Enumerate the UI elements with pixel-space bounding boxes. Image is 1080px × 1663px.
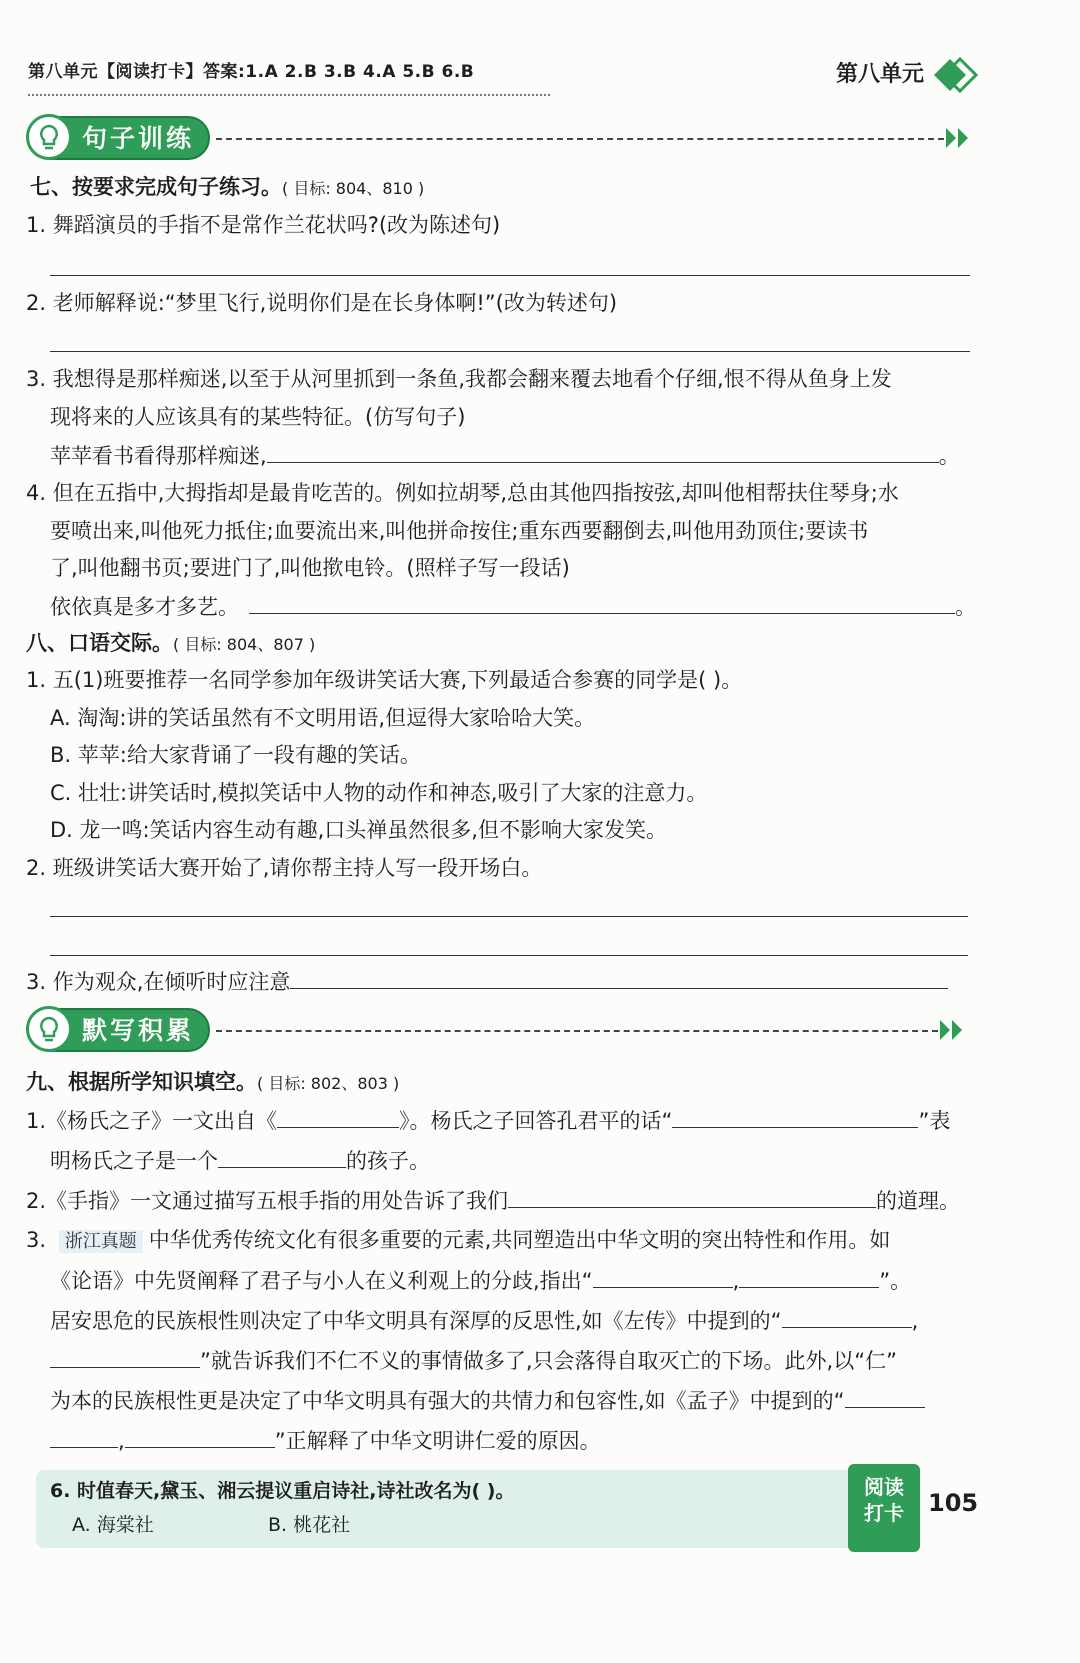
q9-1-text-b: 》。杨氏之子回答孔君平的话“ [399,1109,673,1133]
q7-4-line3: 了,叫他翻书页;要进门了,叫他揿电铃。(照样子写一段话) [50,556,570,580]
unit-label: 第八单元 [836,62,925,87]
q8-3-text: 3. 作为观众,在倾听时应注意 [26,970,291,994]
banner-title: 默写积累 [30,1008,210,1052]
q9-3-text-c1: 居安思危的民族根性则决定了中华文明具有深厚的反思性,如《左传》中提到的“ [50,1309,782,1333]
q9-3-text-d: ”就告诉我们不仁不义的事情做多了,只会落得自取灭亡的下场。此外,以“仁” [200,1349,897,1373]
section-7-title [30,172,424,204]
double-arrow-icon [944,126,972,150]
q9-2-text-b: 的道理。 [876,1189,961,1213]
q7-4-line2: 要喷出来,叫他死力抵住;血要流出来,叫他拼命按住;重东西要翻倒去,叫他用劲顶住;要读书 [50,519,869,543]
fill-blank[interactable] [125,1425,275,1448]
q9-3-text-b1: 《论语》中先贤阐释了君子与小人在义利观上的分歧,指出“ [50,1269,593,1293]
q7-4-prompt [50,591,976,622]
q9-3-text-e: 为本的民族根性更是决定了中华文明具有强大的共情力和包容性,如《孟子》中提到的“ [50,1389,845,1413]
q9-3-line5 [50,1385,925,1416]
section-8-title [26,628,315,660]
zhejiang-exam-tag: 浙江真题 [59,1230,143,1253]
answer-line[interactable] [50,275,970,276]
q7-4-prompt-text: 依依真是多才多艺。 [50,595,239,619]
banner-dash [216,1030,938,1032]
fill-blank[interactable] [50,1345,200,1368]
fill-blank[interactable] [249,591,955,614]
q9-1-text-d: 明杨氏之子是一个 [50,1149,218,1173]
q8-3 [26,966,948,997]
answer-line[interactable] [50,351,970,352]
q9-3-text-f2: ”正解释了中华文明讲仁爱的原因。 [274,1429,601,1453]
q8-1-option-b: B. 苹苹:给大家背诵了一段有趣的笑话。 [50,743,421,767]
section-9-title-text: 九、根据所学知识填空。 [26,1070,257,1094]
q8-1-option-a: A. 淘淘:讲的笑话虽然有不文明用语,但逗得大家哈哈大笑。 [50,706,596,730]
q9-3-text-a: 中华优秀传统文化有很多重要的元素,共同塑造出中华文明的突出特性和作用。如 [148,1228,891,1252]
q9-1-text-e: 的孩子。 [346,1149,430,1173]
q8-2: 2. 班级讲笑话大赛开始了,请你帮主持人写一段开场白。 [26,856,543,880]
fill-blank[interactable] [267,440,939,463]
section-8-title-text: 八、口语交际。 [26,631,173,655]
section-7-title-text: 七、按要求完成句子练习。 [30,175,282,199]
lightbulb-icon [26,1006,72,1052]
fill-blank[interactable] [845,1385,925,1408]
q7-1: 1. 舞蹈演员的手指不是常作兰花状吗?(改为陈述句) [26,213,501,237]
fill-blank[interactable] [782,1305,912,1328]
answer-key-header: 第八单元【阅读打卡】答案:1.A 2.B 3.B 4.A 5.B 6.B [28,62,475,82]
fill-blank[interactable] [290,966,948,989]
q9-3-line3 [50,1305,918,1336]
q9-3-line1 [26,1225,890,1257]
q7-2: 2. 老师解释说:“梦里飞行,说明你们是在长身体啊!”(改为转述句) [26,291,618,315]
q9-3-line6 [50,1425,601,1456]
section-7-target: ( 目标: 804、810 ) [282,179,425,198]
q9-3-number: 3. [26,1228,47,1252]
q9-1-text-a: 1.《杨氏之子》一文出自《 [26,1109,278,1133]
q9-2-text-a: 2.《手指》一文通过描写五根手指的用处告诉了我们 [26,1189,509,1213]
q8-1: 1. 五(1)班要推荐一名同学参加年级讲笑话大赛,下列最适合参赛的同学是( )。 [26,668,743,692]
page-number: 105 [928,1489,979,1517]
footer-question: 6. 时值春天,黛玉、湘云提议重启诗社,诗社改名为( )。 [50,1480,515,1502]
fill-blank[interactable] [672,1105,918,1128]
section-9-title [26,1067,399,1099]
period: 。 [955,595,976,619]
header-dotted-rule [28,94,550,96]
q7-3-line1: 3. 我想得是那样痴迷,以至于从河里抓到一条鱼,我都会翻来覆去地看个仔细,恨不得从鱼身上发 [26,367,892,391]
diamond-icon [930,55,980,95]
q7-3-line2: 现将来的人应该具有的某些特征。(仿写句子) [50,405,466,429]
q8-1-option-c: C. 壮壮:讲笑话时,模拟笑话中人物的动作和神态,吸引了大家的注意力。 [50,781,708,805]
section-9-target: ( 目标: 802、803 ) [257,1074,400,1093]
lightbulb-icon [26,114,72,160]
answer-line[interactable] [50,916,968,917]
q9-1-line2 [50,1145,430,1176]
badge-line-2: 打卡 [864,1501,904,1525]
footer-option-b: B. 桃花社 [268,1514,351,1536]
double-arrow-icon [938,1018,966,1042]
q9-1-text-c: ”表 [918,1109,951,1133]
comma: , [118,1429,125,1453]
fill-blank[interactable] [50,1425,118,1448]
q9-3-line2 [50,1265,911,1296]
banner-title: 句子训练 [30,116,210,160]
q8-1-option-d: D. 龙一鸣:笑话内容生动有趣,口头禅虽然很多,但不影响大家发笑。 [50,818,667,842]
q7-4-line1: 4. 但在五指中,大拇指却是最肯吃苦的。例如拉胡琴,总由其他四指按弦,却叫他相帮扶住琴身;水 [26,481,899,505]
fill-blank[interactable] [508,1185,876,1208]
q9-1-line1 [26,1105,950,1136]
banner-dash [216,138,944,140]
period: 。 [938,444,960,468]
q9-3-line4 [50,1345,897,1376]
reading-checkin-footer [36,1470,856,1548]
fill-blank[interactable] [739,1265,879,1288]
footer-option-a: A. 海棠社 [72,1514,154,1536]
comma: , [911,1309,919,1333]
q7-3-prompt-text: 苹苹看书看得那样痴迷, [50,444,267,468]
reading-checkin-badge [848,1464,920,1552]
section-8-target: ( 目标: 804、807 ) [173,635,316,654]
fill-blank[interactable] [593,1265,733,1288]
q9-3-text-b3: ”。 [879,1269,912,1293]
fill-blank[interactable] [277,1105,399,1128]
comma: , [732,1269,740,1293]
fill-blank[interactable] [218,1145,346,1168]
q7-3-prompt [50,440,960,471]
q9-2 [26,1185,960,1216]
answer-line[interactable] [50,955,968,956]
badge-line-1: 阅读 [864,1475,904,1499]
